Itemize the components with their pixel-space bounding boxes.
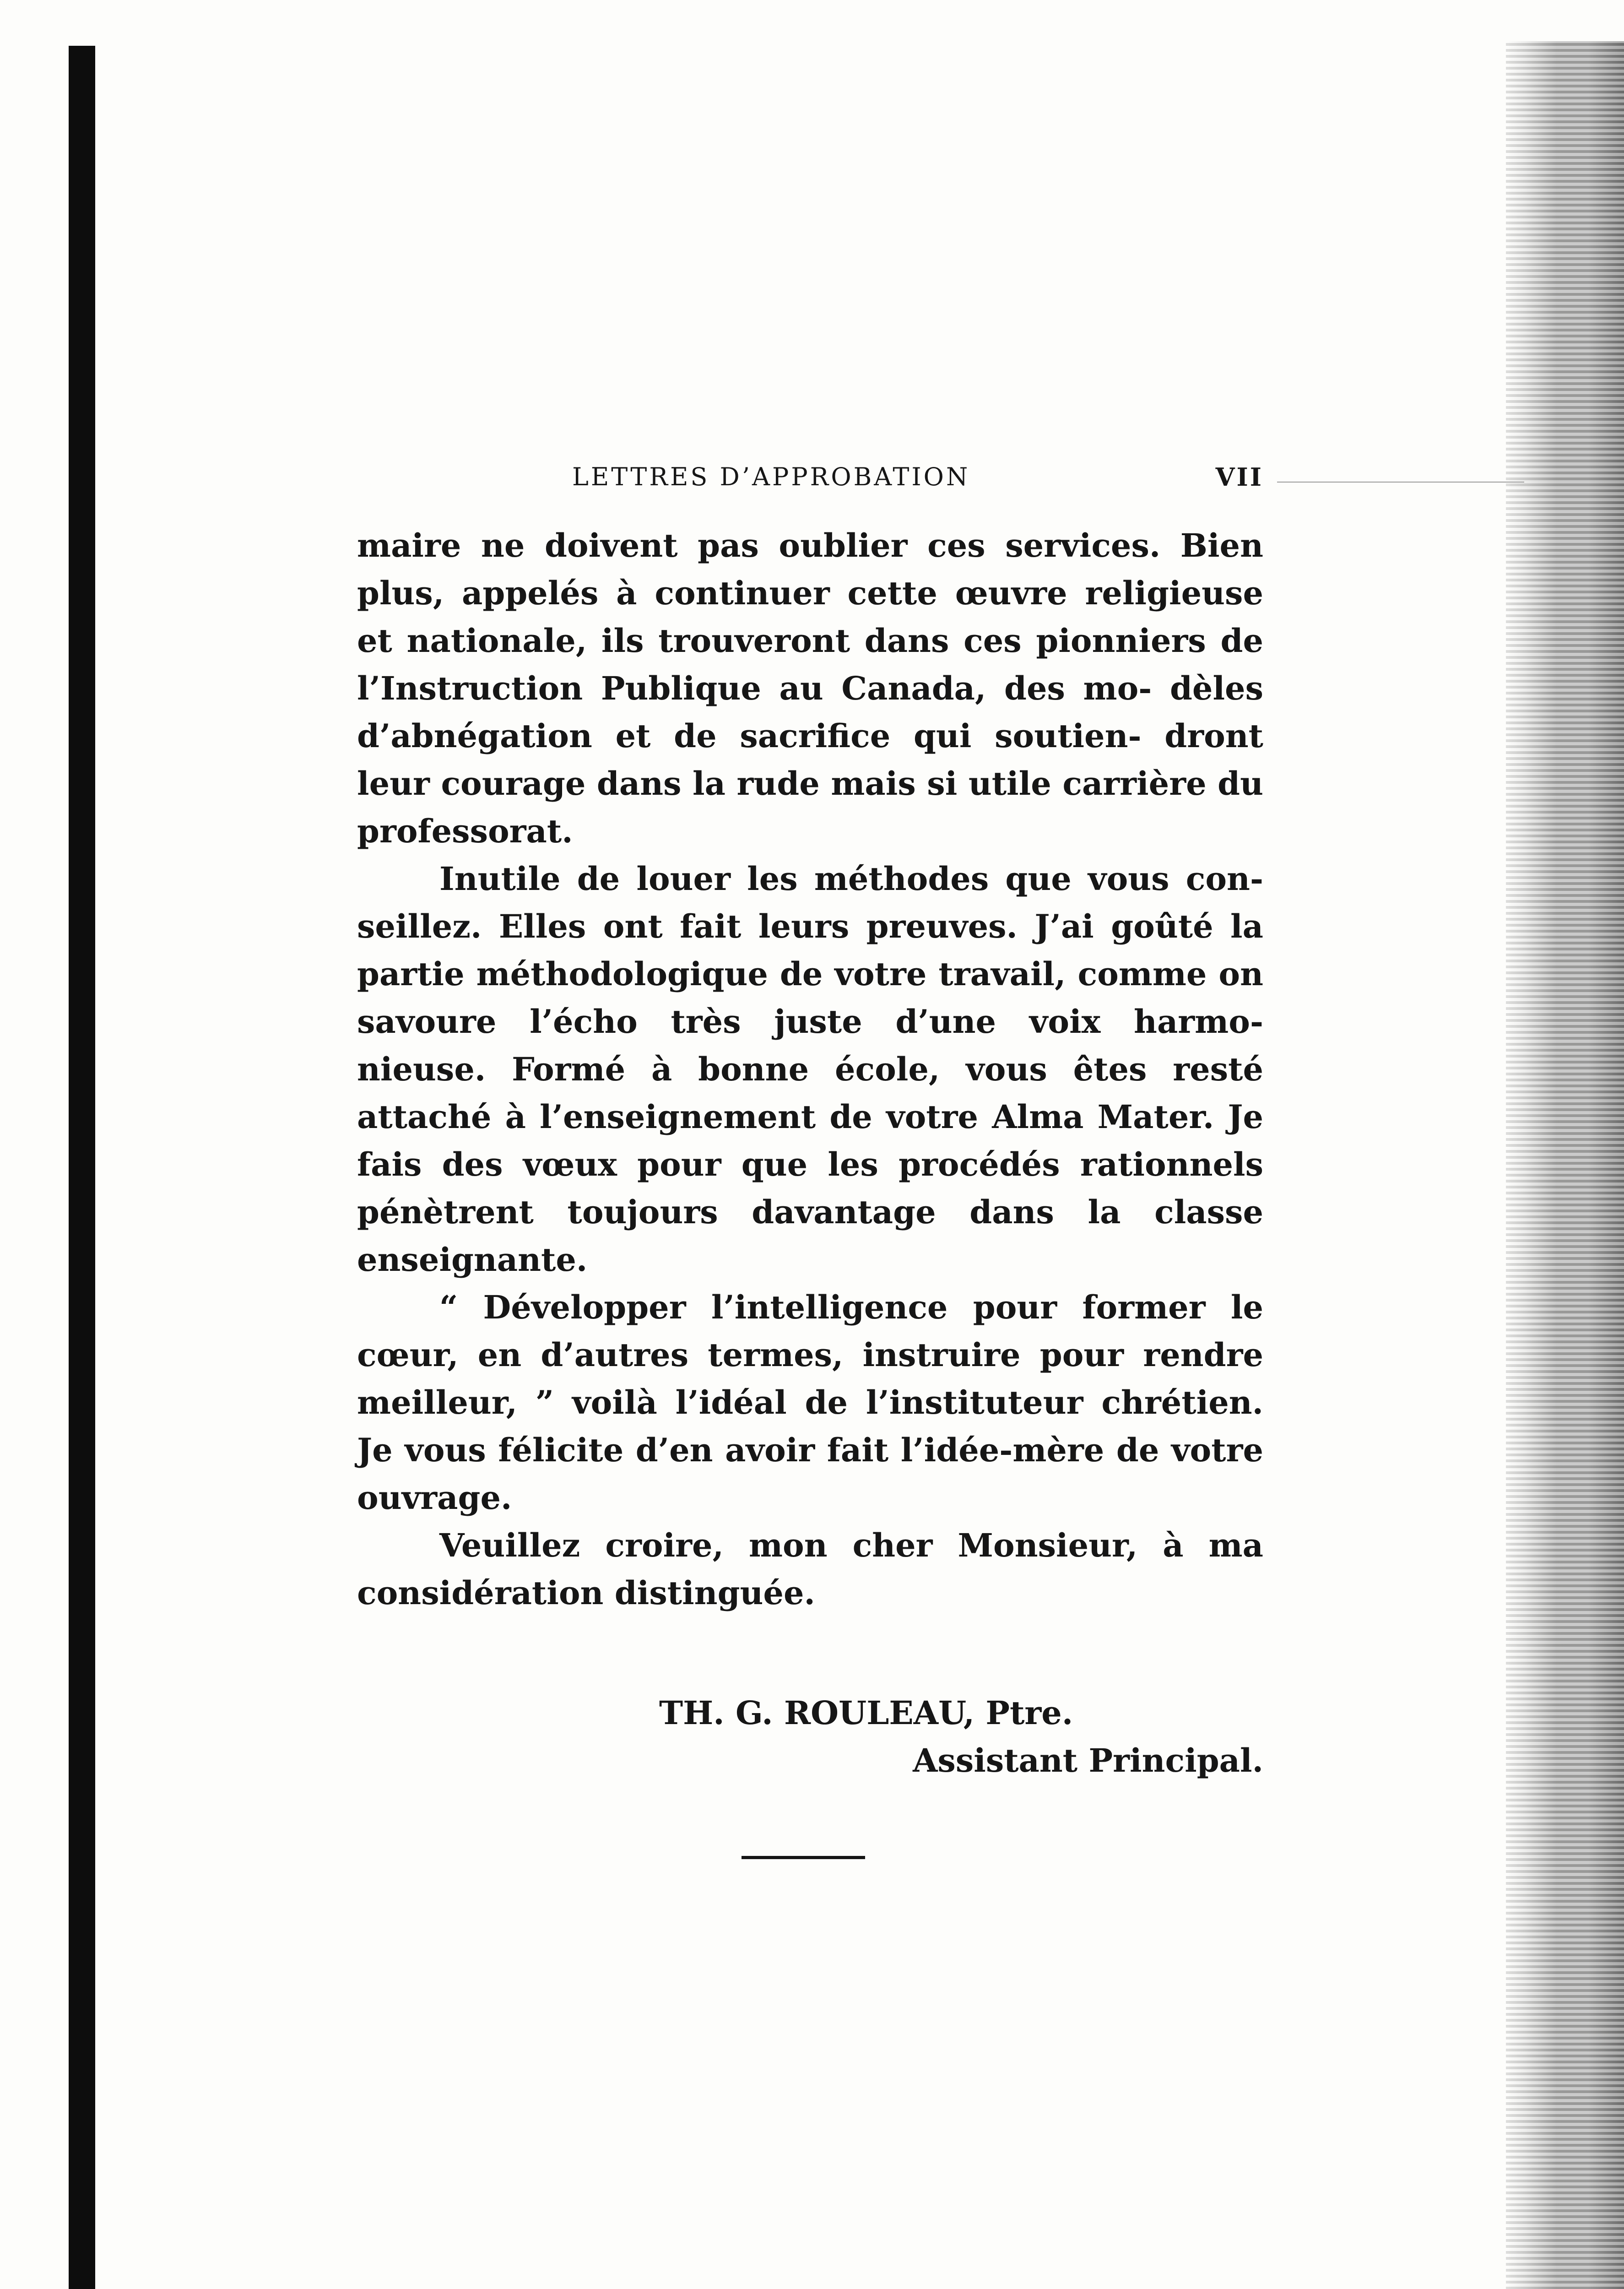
paragraph-1 bbox=[357, 522, 1263, 855]
signature-title: Assistant Principal. bbox=[913, 1741, 1263, 1779]
paragraph-3 bbox=[357, 1284, 1263, 1522]
line: cœur, en d’autres termes, instruire pour rendre bbox=[357, 1336, 1263, 1374]
line: dèles d’abnégation et de sacrifice qui soutien- bbox=[357, 669, 1263, 755]
line: seillez. Elles ont fait leurs preuves. J’ai goûté la bbox=[357, 907, 1263, 945]
binding-edge bbox=[69, 46, 95, 2289]
line: plus, appelés à continuer cette œuvre religieuse bbox=[357, 574, 1263, 612]
running-title: LETTRES D’APPROBATION bbox=[572, 462, 970, 491]
line: Inutile de louer les méthodes que vous con- bbox=[439, 860, 1263, 898]
letter-body bbox=[357, 522, 1263, 1617]
line: Je fais des vœux pour que les procédés rationnels bbox=[357, 1098, 1263, 1183]
line: on savoure l’écho très juste d’une voix harmo- bbox=[357, 955, 1263, 1041]
line: et nationale, ils trouveront dans ces pionniers bbox=[357, 622, 1206, 660]
line: partie méthodologique de votre travail, comme bbox=[357, 955, 1207, 993]
line: nieuse. Formé à bonne école, vous êtes resté bbox=[357, 1050, 1263, 1088]
paragraph-2 bbox=[357, 855, 1263, 1284]
line: attaché à l’enseignement de votre Alma Mater. bbox=[357, 1098, 1214, 1136]
signature-block bbox=[357, 1689, 1263, 1785]
scan-edge-shadow bbox=[1506, 41, 1624, 2289]
line: de l’Instruction Publique au Canada, des mo- bbox=[357, 622, 1263, 707]
line: Je vous félicite d’en avoir fait l’idée-mère de votre bbox=[357, 1431, 1263, 1469]
line: maire ne doivent pas oublier ces services. Bien bbox=[357, 526, 1263, 564]
line: “ Développer l’intelligence pour former le bbox=[439, 1288, 1263, 1326]
line: carrière du professorat. bbox=[357, 765, 1263, 850]
line: pénètrent toujours davantage dans la classe bbox=[357, 1193, 1263, 1231]
signature-name: TH. G. ROULEAU, Ptre. bbox=[659, 1694, 1073, 1732]
line: meilleur, ” voilà l’idéal de l’instituteur chrétien. bbox=[357, 1383, 1263, 1421]
page-number: VII bbox=[1215, 462, 1263, 492]
line: ouvrage. bbox=[357, 1479, 512, 1517]
line: considération distinguée. bbox=[357, 1574, 815, 1612]
closing-rule bbox=[742, 1856, 865, 1859]
running-head bbox=[357, 458, 1263, 499]
header-rule bbox=[1277, 482, 1524, 483]
paragraph-4 bbox=[357, 1522, 1263, 1617]
line: dront leur courage dans la rude mais si utile bbox=[357, 717, 1263, 803]
line: enseignante. bbox=[357, 1241, 588, 1279]
line: Veuillez croire, mon cher Monsieur, à ma bbox=[439, 1526, 1263, 1564]
